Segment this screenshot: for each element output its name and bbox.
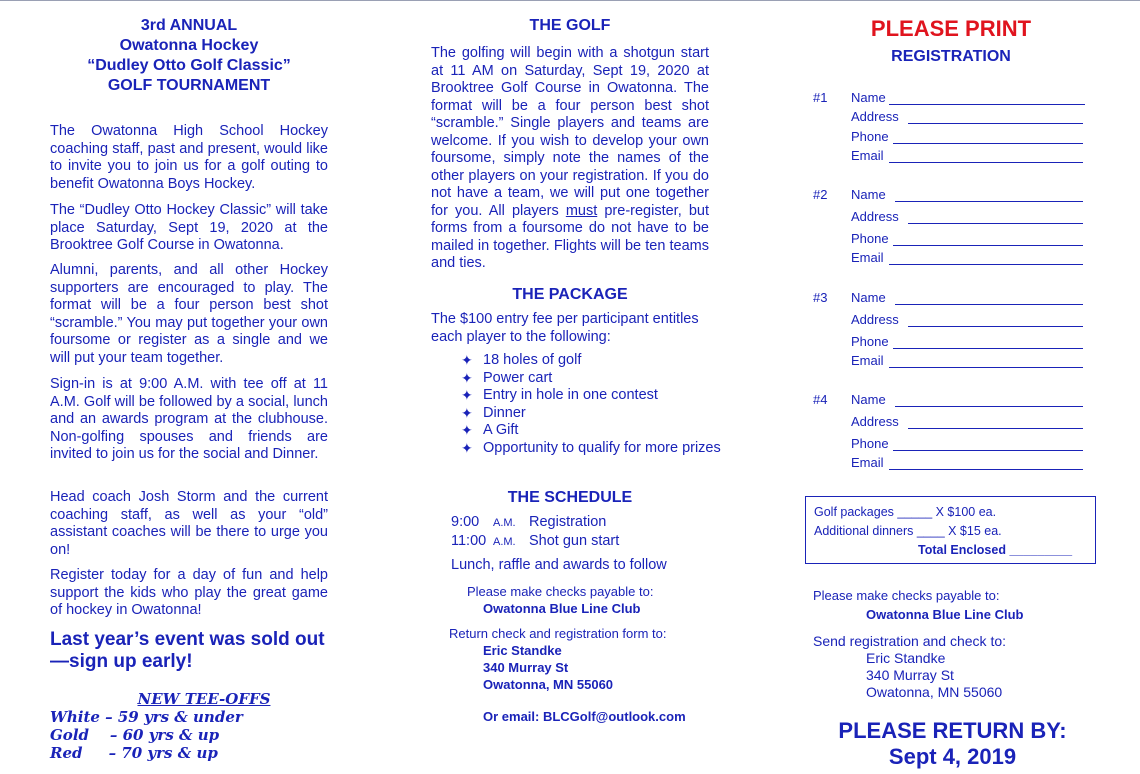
email-line: Or email: BLCGolf@outlook.com <box>483 709 686 724</box>
player-number: #2 <box>813 187 828 202</box>
please-print-heading: PLEASE PRINT <box>870 16 1032 41</box>
tee-offs-heading: NEW TEE-OFFS <box>137 690 271 708</box>
schedule-event: Registration <box>529 514 607 530</box>
name-input-line[interactable] <box>895 406 1083 407</box>
sold-out-notice <box>50 629 340 673</box>
intro-paragraph: The Owatonna High School Hockey coaching staff, past and present, would like to invite you to join us for a golf outing to benefit Owatonna Boys Hockey. <box>50 123 328 192</box>
email-input-line[interactable] <box>889 162 1083 163</box>
schedule-list <box>451 513 711 574</box>
address-line: Owatonna, MN 55060 <box>866 684 1003 700</box>
package-item-label: A Gift <box>483 422 519 438</box>
email-input-line[interactable] <box>889 264 1083 265</box>
schedule-follow: Lunch, raffle and awards to follow <box>451 557 667 573</box>
field-label: Address <box>851 414 899 429</box>
star-bullet-icon: ✦ <box>461 352 473 368</box>
right-address <box>866 650 1002 701</box>
package-item-label: 18 holes of golf <box>483 352 582 368</box>
field-label: Name <box>851 392 886 407</box>
schedule-heading: THE SCHEDULE <box>507 489 633 506</box>
phone-input-line[interactable] <box>893 245 1083 246</box>
tee-row: Red – 70 yrs & up <box>50 744 218 762</box>
registration-heading: REGISTRATION <box>891 48 1011 65</box>
field-label: Name <box>851 90 886 105</box>
address-input-line[interactable] <box>908 223 1083 224</box>
checks-payee: Owatonna Blue Line Club <box>483 601 641 616</box>
sold-out-line: —sign up early! <box>50 651 193 672</box>
package-item <box>461 370 721 388</box>
field-label: Email <box>851 353 884 368</box>
address-line: Eric Standke <box>483 643 562 658</box>
return-label: Return check and registration form to: <box>449 626 667 641</box>
tee-row: Gold – 60 yrs & up <box>50 726 220 744</box>
package-item <box>461 352 721 370</box>
additional-dinners-line[interactable]: Additional dinners ____ X $15 ea. <box>814 524 1002 538</box>
tee-offs <box>50 690 328 762</box>
package-item-label: Opportunity to qualify for more prizes <box>483 439 721 456</box>
classic-paragraph: The “Dudley Otto Hockey Classic” will take place Saturday, Sept 19, 2020 at the Brooktree Golf Course in Owatonna. <box>50 202 328 253</box>
address-line: 340 Murray St <box>866 667 954 683</box>
package-item <box>461 387 721 405</box>
title-line: GOLF TOURNAMENT <box>107 77 271 94</box>
schedule-row <box>451 532 711 551</box>
field-label: Email <box>851 148 884 163</box>
player-block-1 <box>813 89 1093 169</box>
name-input-line[interactable] <box>895 304 1083 305</box>
field-label: Phone <box>851 436 889 451</box>
schedule-event: Shot gun start <box>529 533 620 549</box>
player-block-4 <box>813 391 1093 473</box>
package-item-label: Dinner <box>483 404 526 421</box>
total-enclosed-line[interactable]: Total Enclosed _________ <box>918 543 1073 557</box>
schedule-ampm: A.M. <box>493 517 516 529</box>
player-number: #4 <box>813 392 828 407</box>
player-block-3 <box>813 289 1093 371</box>
field-label: Email <box>851 250 884 265</box>
name-input-line[interactable] <box>895 201 1083 202</box>
event-title <box>50 16 328 96</box>
phone-input-line[interactable] <box>893 348 1083 349</box>
field-label: Name <box>851 187 886 202</box>
name-input-line[interactable] <box>889 104 1085 105</box>
star-bullet-icon: ✦ <box>461 422 473 438</box>
address-input-line[interactable] <box>908 123 1083 124</box>
schedule-ampm: A.M. <box>493 536 516 548</box>
totals-box <box>805 496 1096 564</box>
field-label: Address <box>851 312 899 327</box>
address-input-line[interactable] <box>908 326 1083 327</box>
phone-input-line[interactable] <box>893 450 1083 451</box>
send-label: Send registration and check to: <box>813 633 1007 649</box>
field-label: Phone <box>851 334 889 349</box>
star-bullet-icon: ✦ <box>461 404 473 421</box>
field-label: Phone <box>851 231 889 246</box>
right-checks-label: Please make checks payable to: <box>813 588 1000 603</box>
field-label: Address <box>851 109 899 124</box>
package-item-label: Entry in hole in one contest <box>483 387 658 403</box>
package-heading: THE PACKAGE <box>512 286 628 303</box>
email-input-line[interactable] <box>889 367 1083 368</box>
sold-out-line: Last year’s event was sold out <box>50 629 325 650</box>
signin-paragraph: Sign-in is at 9:00 A.M. with tee off at 11 A.M. Golf will be followed by a social, lunch and an awards program at the clubhouse. Non-golfing spouses and friends are invited to join us for the social and Dinner. <box>50 376 328 462</box>
tee-row: White – 59 yrs & under <box>50 708 243 726</box>
return-by-heading: PLEASE RETURN BY: <box>838 718 1067 743</box>
right-checks-payee: Owatonna Blue Line Club <box>866 607 1024 622</box>
return-by-date: Sept 4, 2019 <box>888 744 1017 769</box>
field-label: Phone <box>851 129 889 144</box>
package-item-label: Power cart <box>483 369 553 386</box>
schedule-time: 11:00 <box>451 533 487 549</box>
field-label: Address <box>851 209 899 224</box>
golf-text-b: pre-register, but forms from a foursome do not have to be mailed in together. Flights will be ten teams and ties. <box>431 202 709 271</box>
star-bullet-icon: ✦ <box>461 387 473 403</box>
alumni-paragraph: Alumni, parents, and all other Hockey supporters are encouraged to play. The format will be a four person best shot “scramble.” You may put together your own foursome or register as a single and we will put your team together. <box>50 262 328 366</box>
star-bullet-icon: ✦ <box>461 369 473 386</box>
field-label: Name <box>851 290 886 305</box>
phone-input-line[interactable] <box>893 143 1083 144</box>
field-label: Email <box>851 455 884 470</box>
address-line: Owatonna, MN 55060 <box>483 677 614 692</box>
title-line: Owatonna Hockey <box>119 37 259 54</box>
checks-label: Please make checks payable to: <box>467 584 654 599</box>
golf-must: must <box>565 202 598 219</box>
golf-paragraph <box>431 45 709 273</box>
package-intro: The $100 entry fee per participant entitles each player to the following: <box>431 311 699 345</box>
player-block-2 <box>813 186 1093 268</box>
schedule-row <box>451 513 711 532</box>
star-bullet-icon: ✦ <box>461 439 473 456</box>
title-line: “Dudley Otto Golf Classic” <box>87 57 291 74</box>
player-number: #1 <box>813 90 828 105</box>
package-item <box>461 405 721 423</box>
golf-packages-line[interactable]: Golf packages _____ X $100 ea. <box>814 505 997 519</box>
package-item <box>461 440 721 458</box>
package-list <box>431 352 721 457</box>
email-input-line[interactable] <box>889 469 1083 470</box>
player-number: #3 <box>813 290 828 305</box>
address-input-line[interactable] <box>908 428 1083 429</box>
register-paragraph: Register today for a day of fun and help support the kids who play the great game of hockey in Owatonna! <box>50 567 328 618</box>
package-item <box>461 422 721 440</box>
golf-text-a: The golfing will begin with a shotgun start at 11 AM on Saturday, Sept 19, 2020 at Brooktree Golf Course in Owatonna. The format will be a four person best shot “scramble.” Single players and teams are welcome. If you wish to develop your own foursome, simply note the names of the other players on your registration. If you do not have a team, we will put one together for you. All players <box>431 45 709 219</box>
address-line: Eric Standke <box>866 650 946 666</box>
return-address <box>483 642 613 693</box>
coach-paragraph: Head coach Josh Storm and the current coaching staff, as well as your “old” assistant coaches will be there to urge you on! <box>50 489 328 558</box>
address-line: 340 Murray St <box>483 660 569 675</box>
title-line: 3rd ANNUAL <box>140 17 238 34</box>
golf-heading: THE GOLF <box>529 17 611 34</box>
top-border-line <box>0 0 1140 4</box>
schedule-time: 9:00 <box>451 514 480 530</box>
